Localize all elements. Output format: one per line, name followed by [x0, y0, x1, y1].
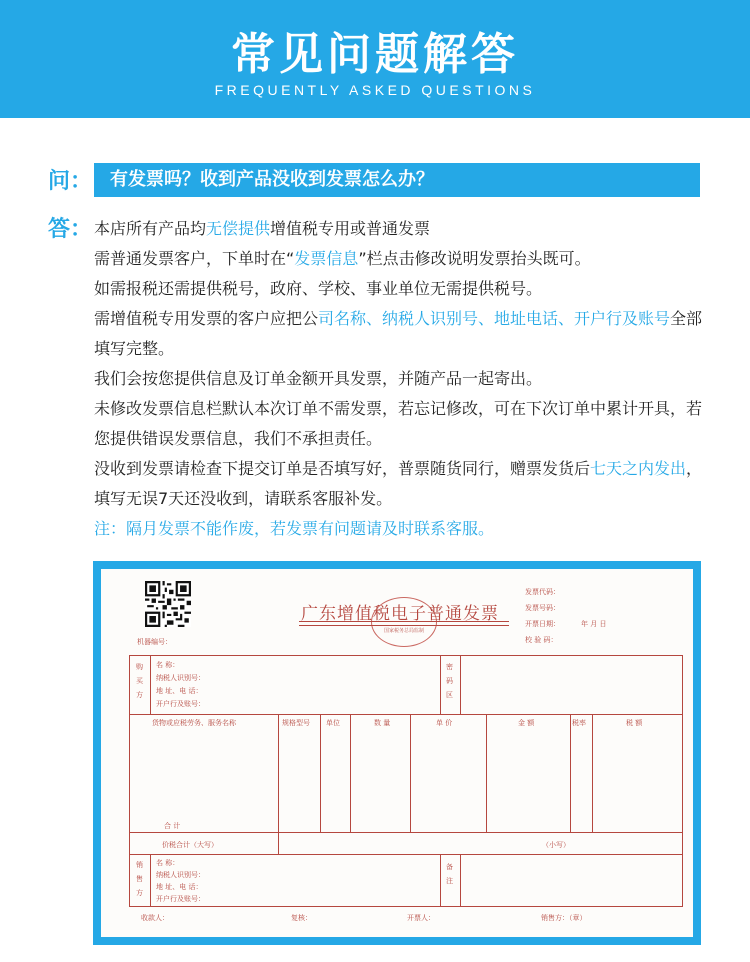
- footer-reviewer: 复核：: [291, 914, 312, 922]
- column-header: 单 价: [436, 719, 453, 727]
- question-bar: 有发票吗？收到产品没收到发票怎么办？: [94, 163, 700, 197]
- answer-line: 我们会按您提供信息及订单金额开具发票，并随产品一起寄出。: [94, 369, 543, 388]
- invoice-image-frame: [93, 561, 701, 945]
- answer-label: 答：: [48, 217, 93, 242]
- footer-issuer: 开票人：: [407, 914, 435, 922]
- column-header: 税率: [572, 719, 586, 727]
- footer-seller: 销售方：（章）: [541, 914, 587, 922]
- highlight-text: 司名称、纳税人识别号、地址电话、开户行及账号: [318, 309, 671, 328]
- highlight-text: 发票信息: [294, 249, 359, 268]
- title-underline: [299, 621, 509, 626]
- header-banner: [0, 0, 750, 118]
- invoice-title: 广东增值税电子普通发票: [301, 604, 499, 624]
- answer-line: 未修改发票信息栏默认本次订单不需发票，若忘记修改，可在下次订单中累计开具，若您提供错误发票信息，我们不承担责任。: [94, 399, 703, 448]
- qr-code-icon: [145, 581, 191, 627]
- buyer-field: 开户行及账号：: [156, 700, 205, 708]
- invoice-sample: [101, 569, 693, 937]
- highlight-text: 七天之内发出: [590, 459, 687, 478]
- invoice-table: [129, 655, 683, 907]
- footer-payee: 收款人：: [141, 914, 169, 922]
- buyer-field: 名 称：: [156, 661, 180, 669]
- invoice-code-label: 发票代码：: [525, 588, 560, 596]
- answer-body: [94, 214, 704, 544]
- seller-field: 纳税人识别号：: [156, 871, 205, 879]
- total-label: 合 计: [164, 822, 181, 830]
- seller-field: 名 称：: [156, 859, 180, 867]
- page-title: 常见问题解答: [231, 29, 519, 80]
- column-header: 货物或应税劳务、服务名称: [152, 719, 236, 727]
- buyer-field: 地 址、电 话：: [156, 687, 203, 695]
- column-header: 单位: [326, 719, 340, 727]
- answer-line: 如需报税还需提供税号，政府、学校、事业单位无需提供税号。: [94, 279, 543, 298]
- seller-field: 地 址、电 话：: [156, 883, 203, 891]
- answer-line: 没收到发票请检查下提交订单是否填写好，普票随货同行，赠票发货后七天之内发出，填写无误7天还没收到，请联系客服补发。: [94, 459, 703, 508]
- small-amount-label: （小写）: [542, 841, 570, 849]
- answer-line: 需增值税专用发票的客户应把公司名称、纳税人识别号、地址电话、开户行及账号全部填写完整。: [94, 309, 703, 358]
- column-header: 税 额: [626, 719, 643, 727]
- buyer-field: 纳税人识别号：: [156, 674, 205, 682]
- invoice-number-label: 发票号码：: [525, 604, 560, 612]
- answer-line: 需普通发票客户，下单时在“发票信息”栏点击修改说明发票抬头既可。: [94, 249, 591, 268]
- column-header: 数 量: [374, 719, 391, 727]
- column-header: 金 额: [518, 719, 535, 727]
- seller-field: 开户行及账号：: [156, 895, 205, 903]
- column-header: 规格型号: [282, 719, 310, 727]
- date-units: 年 月 日: [581, 620, 607, 628]
- page-subtitle: FREQUENTLY ASKED QUESTIONS: [214, 82, 536, 98]
- machine-number-label: 机器编号：: [137, 638, 172, 646]
- invoice-date-label: 开票日期：: [525, 620, 560, 628]
- password-side-label: 密码区: [446, 663, 453, 699]
- buyer-side-label: 购买方: [136, 663, 143, 699]
- total-tax-label: 价税合计（大写）: [162, 841, 218, 849]
- tax-seal: 国家税务总局监制: [371, 597, 437, 647]
- check-code-label: 校 验 码：: [525, 636, 558, 644]
- remark-side-label: 备注: [446, 863, 453, 885]
- seller-side-label: 销售方: [136, 861, 143, 897]
- answer-note: 注：隔月发票不能作废，若发票有问题请及时联系客服。: [94, 519, 495, 538]
- question-label: 问：: [48, 169, 93, 194]
- highlight-text: 无偿提供: [206, 219, 271, 238]
- answer-line: 本店所有产品均无偿提供增值税专用或普通发票: [94, 219, 431, 238]
